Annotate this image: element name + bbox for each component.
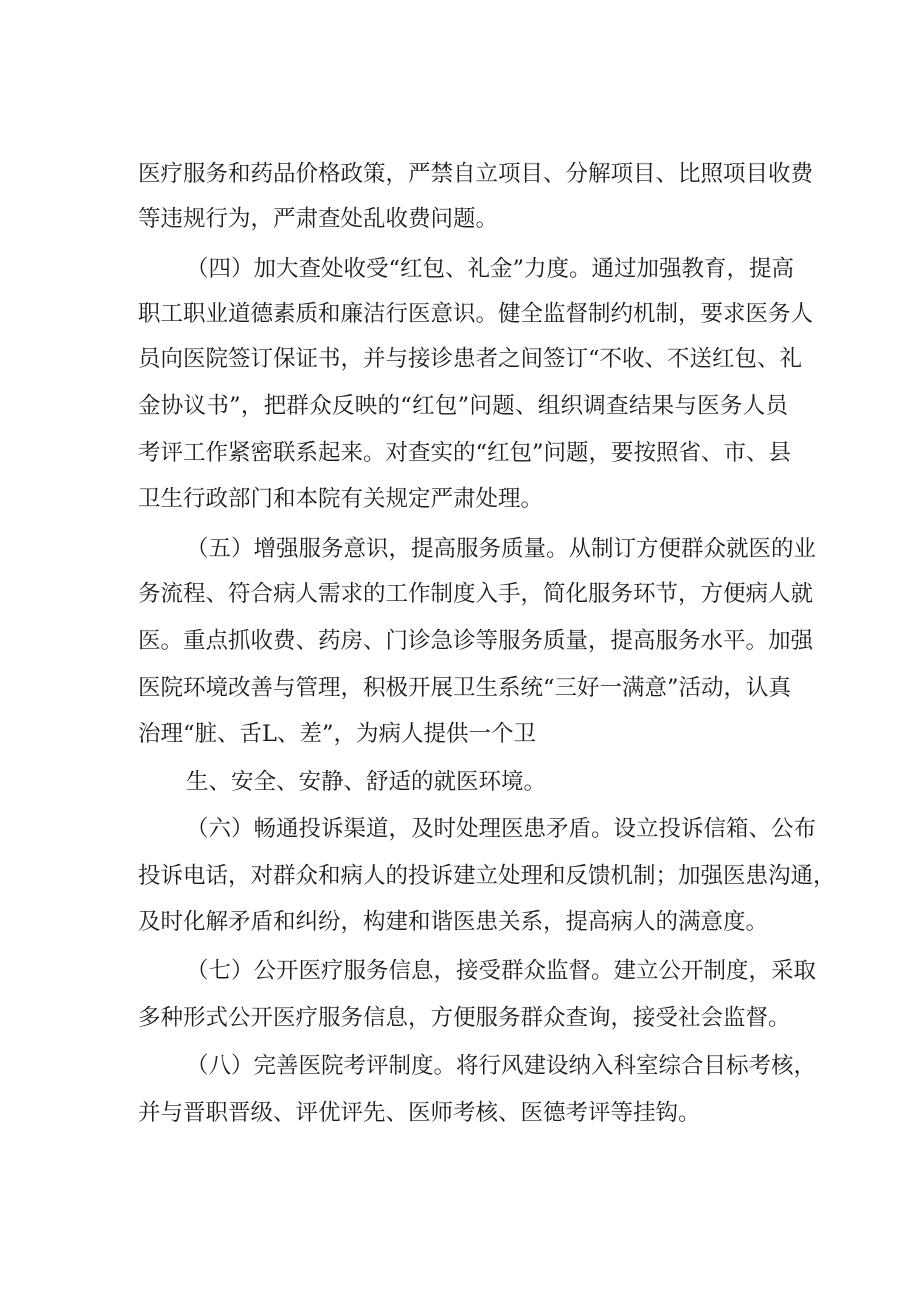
text-line: 投诉电话，对群众和病人的投诉建立处理和反馈机制；加强医患沟通， [138, 863, 836, 889]
text-line: 并与晋职晋级、评优评先、医师考核、医德考评等挂钩。 [138, 1100, 701, 1126]
text-line: 医疗服务和药品价格政策，严禁自立项目、分解项目、比照项目收费 [138, 161, 814, 187]
text-line: 员向医院签订保证书，并与接诊患者之间签订“不收、不送红包、礼 [138, 346, 803, 372]
text-line: 卫生行政部门和本院有关规定严肃处理。 [138, 486, 544, 512]
text-line: （八）完善医院考评制度。将行风建设纳入科室综合目标考核， [186, 1053, 817, 1079]
text-line: 职工职业道德素质和廉洁行医意识。健全监督制约机制，要求医务人 [138, 301, 814, 327]
text-line: 及时化解矛盾和纠纷，构建和谐医患关系，提高病人的满意度。 [138, 909, 769, 935]
text-line: （四）加大查处收受“红包、礼金”力度。通过加强教育，提高 [186, 256, 795, 282]
text-line: （六）畅通投诉渠道，及时处理医患矛盾。设立投诉信箱、公布 [186, 816, 817, 842]
text-line: 考评工作紧密联系起来。对查实的“红包”问题，要按照省、市、县 [138, 440, 792, 466]
text-line: 务流程、符合病人需求的工作制度入手，简化服务环节，方便病人就 [138, 581, 814, 607]
text-line: 等违规行为，严肃查处乱收费问题。 [138, 206, 499, 232]
text-line: 多种形式公开医疗服务信息，方便服务群众查询，接受社会监督。 [138, 1005, 791, 1031]
text-line: 医院环境改善与管理，积极开展卫生系统“三好一满意”活动，认真 [138, 675, 792, 701]
text-line: 治理“脏、舌L、差”，为病人提供一个卫 [138, 721, 536, 747]
text-line: 金协议书”，把群众反映的“红包”问题、组织调查结果与医务人员 [138, 393, 788, 419]
text-line: （五）增强服务意识，提高服务质量。从制订方便群众就医的业 [186, 536, 817, 562]
text-line: 生、安全、安静、舒适的就医环境。 [186, 769, 547, 795]
text-line: （七）公开医疗服务信息，接受群众监督。建立公开制度，采取 [186, 958, 817, 984]
text-line: 医。重点抓收费、药房、门诊急诊等服务质量，提高服务水平。加强 [138, 628, 814, 654]
